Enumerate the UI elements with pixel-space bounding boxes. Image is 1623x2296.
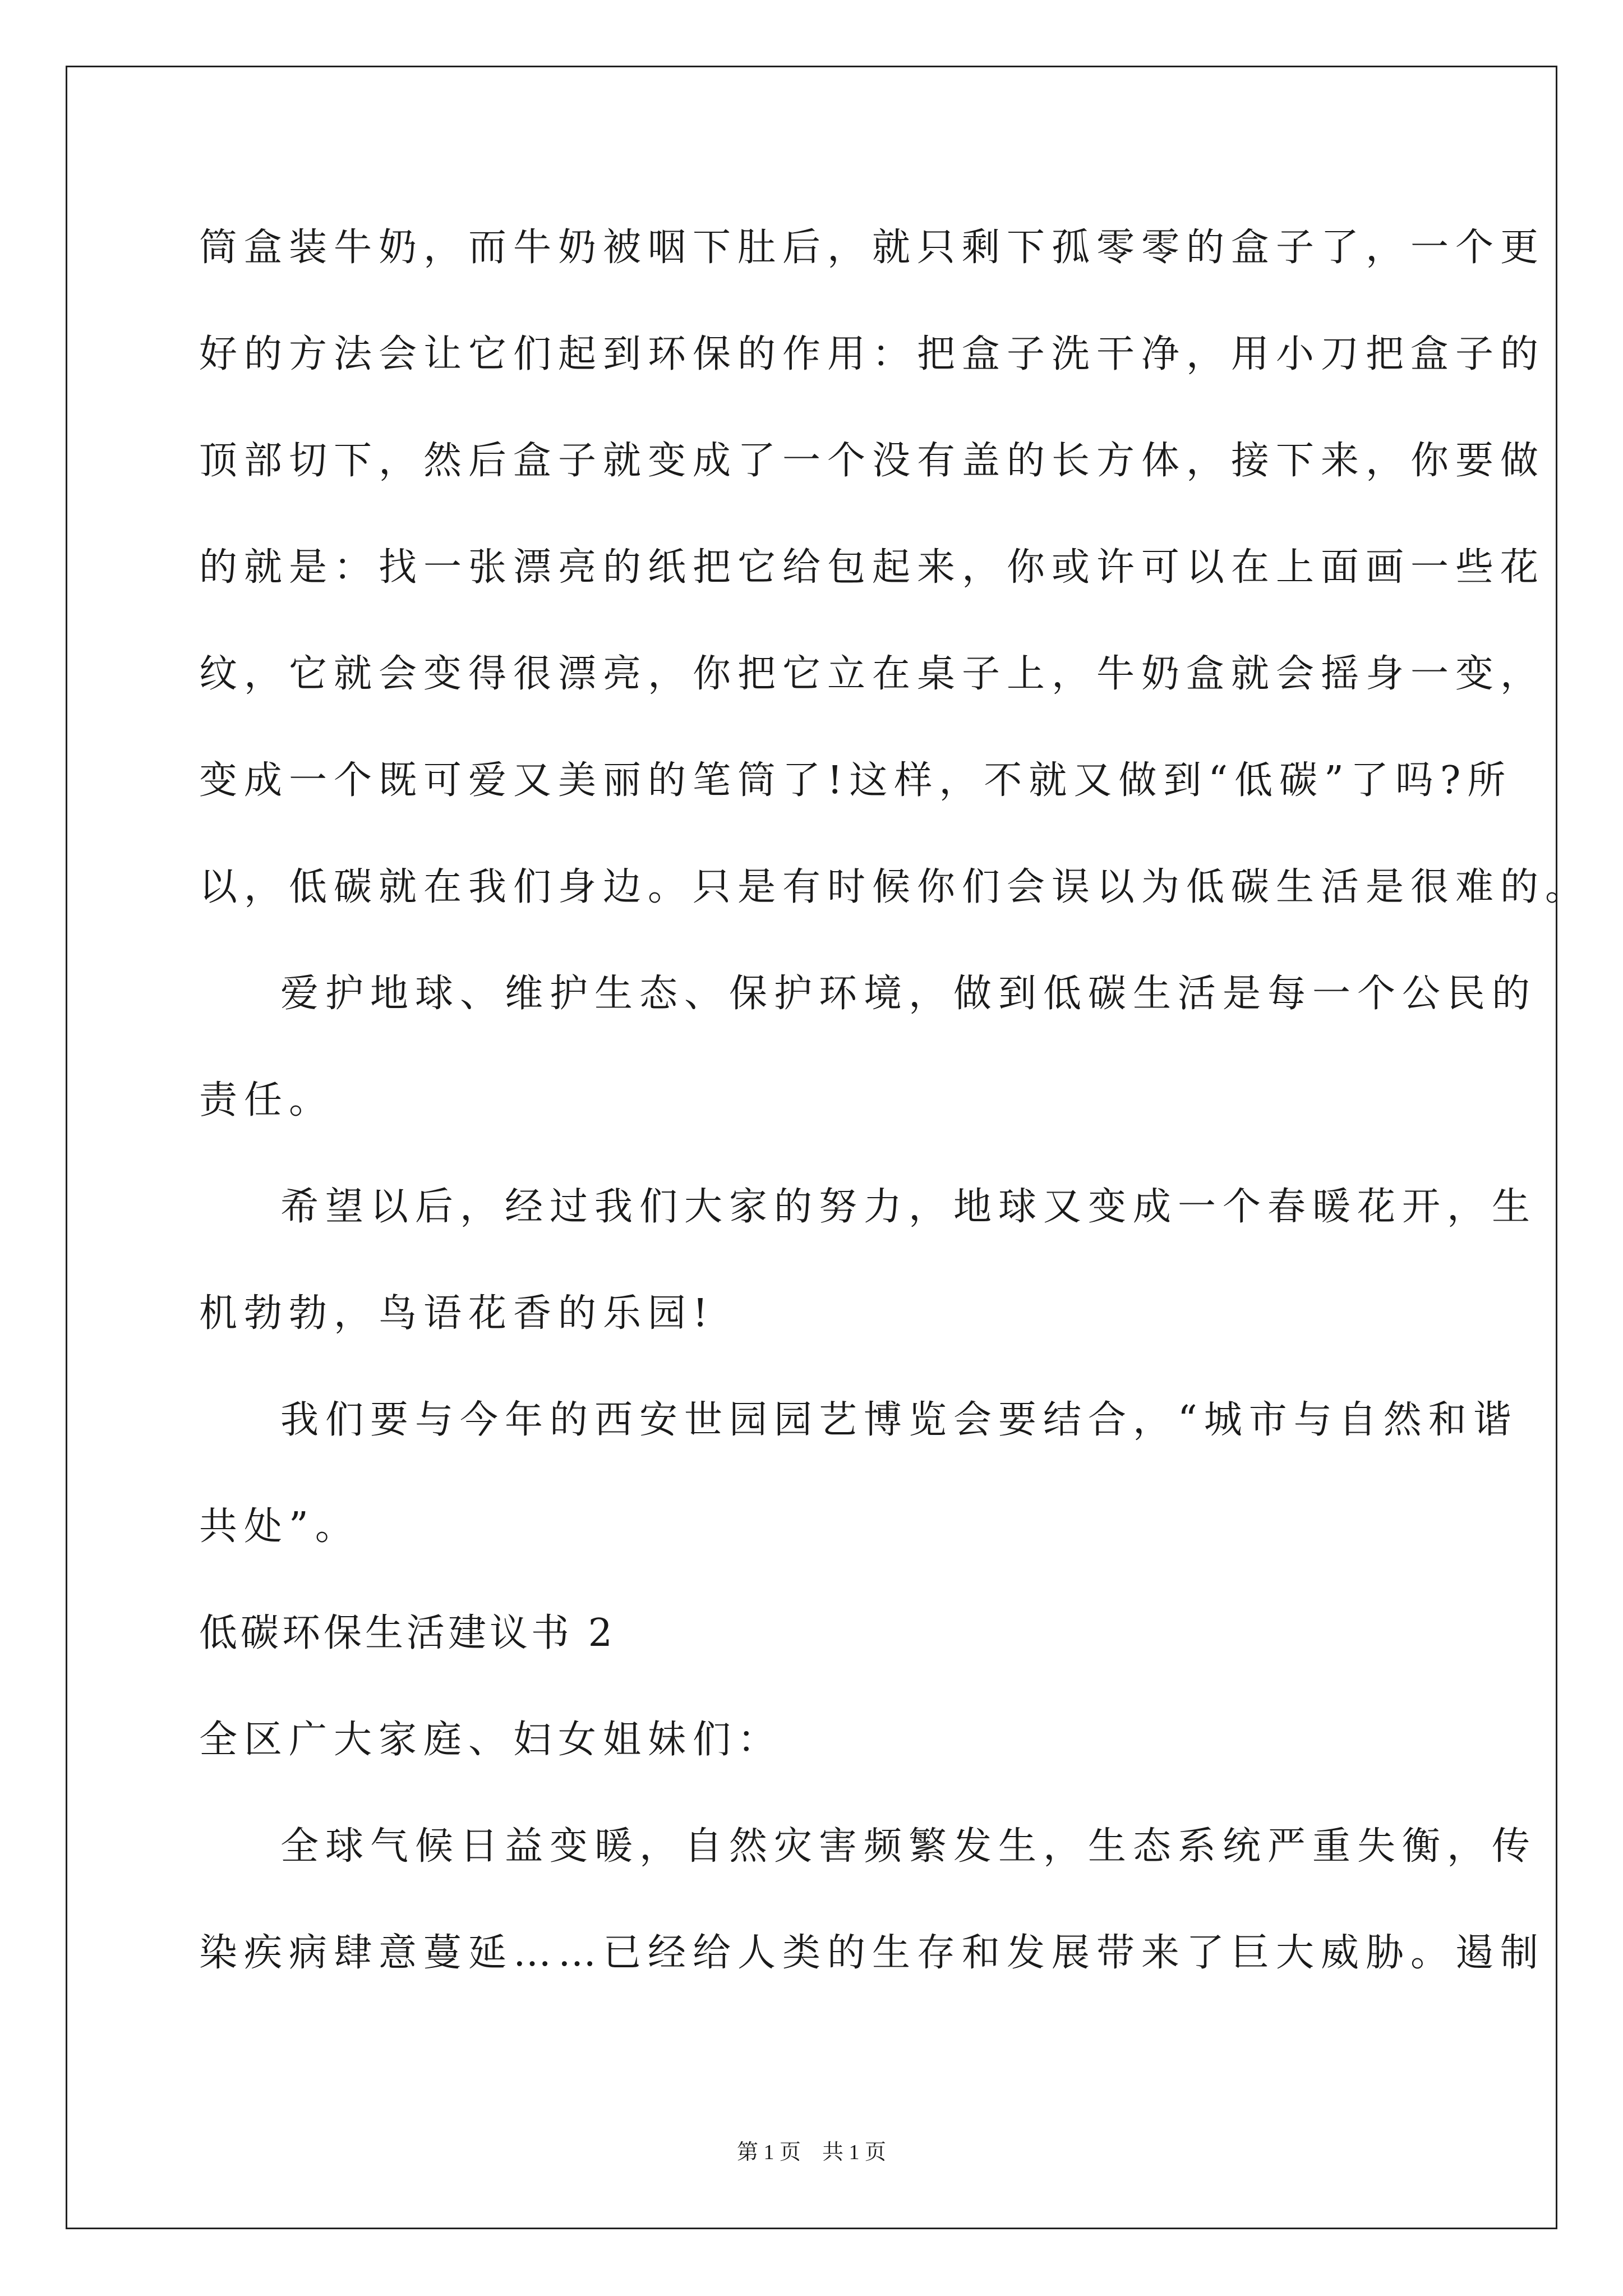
body-text-line: 以，低碳就在我们身边。只是有时候你们会误以为低碳生活是很难的。: [199, 865, 1590, 909]
paragraph-first-line: 我们要与今年的西安世园园艺博览会要结合，“城市与自然和谐: [280, 1398, 1518, 1442]
paragraph-first-line: 全球气候日益变暖，自然灾害频繁发生，生态系统严重失衡，传: [280, 1824, 1537, 1869]
body-text-line: 顶部切下，然后盒子就变成了一个没有盖的长方体，接下来，你要做: [199, 439, 1546, 483]
body-text-line: 筒盒装牛奶，而牛奶被咽下肚后，就只剩下孤零零的盒子了，一个更: [199, 226, 1546, 270]
salutation: 全区广大家庭、妇女姐妹们：: [199, 1718, 783, 1762]
body-text-line: 变成一个既可爱又美丽的笔筒了!这样，不就又做到“低碳”了吗?所: [199, 758, 1513, 803]
page-border: [66, 66, 1557, 2229]
body-text-line: 责任。: [199, 1078, 334, 1122]
body-text-line: 的就是：找一张漂亮的纸把它给包起来，你或许可以在上面画一些花: [199, 545, 1546, 590]
body-text-line: 好的方法会让它们起到环保的作用：把盒子洗干净，用小刀把盒子的: [199, 332, 1546, 376]
body-text-line: 机勃勃，鸟语花香的乐园!: [199, 1291, 715, 1336]
paragraph-first-line: 爱护地球、维护生态、保护环境，做到低碳生活是每一个公民的: [280, 972, 1537, 1016]
paragraph-first-line: 希望以后，经过我们大家的努力，地球又变成一个春暖花开，生: [280, 1185, 1537, 1229]
section-title: 低碳环保生活建议书 2: [199, 1611, 616, 1655]
body-text-line: 染疾病肆意蔓延……已经给人类的生存和发展带来了巨大威胁。遏制: [199, 1931, 1546, 1975]
body-text-line: 共处”。: [199, 1504, 360, 1549]
body-text-line: 纹，它就会变得很漂亮，你把它立在桌子上，牛奶盒就会摇身一变，: [199, 652, 1546, 696]
page-number-footer: 第 1 页 共 1 页: [736, 2141, 886, 2164]
